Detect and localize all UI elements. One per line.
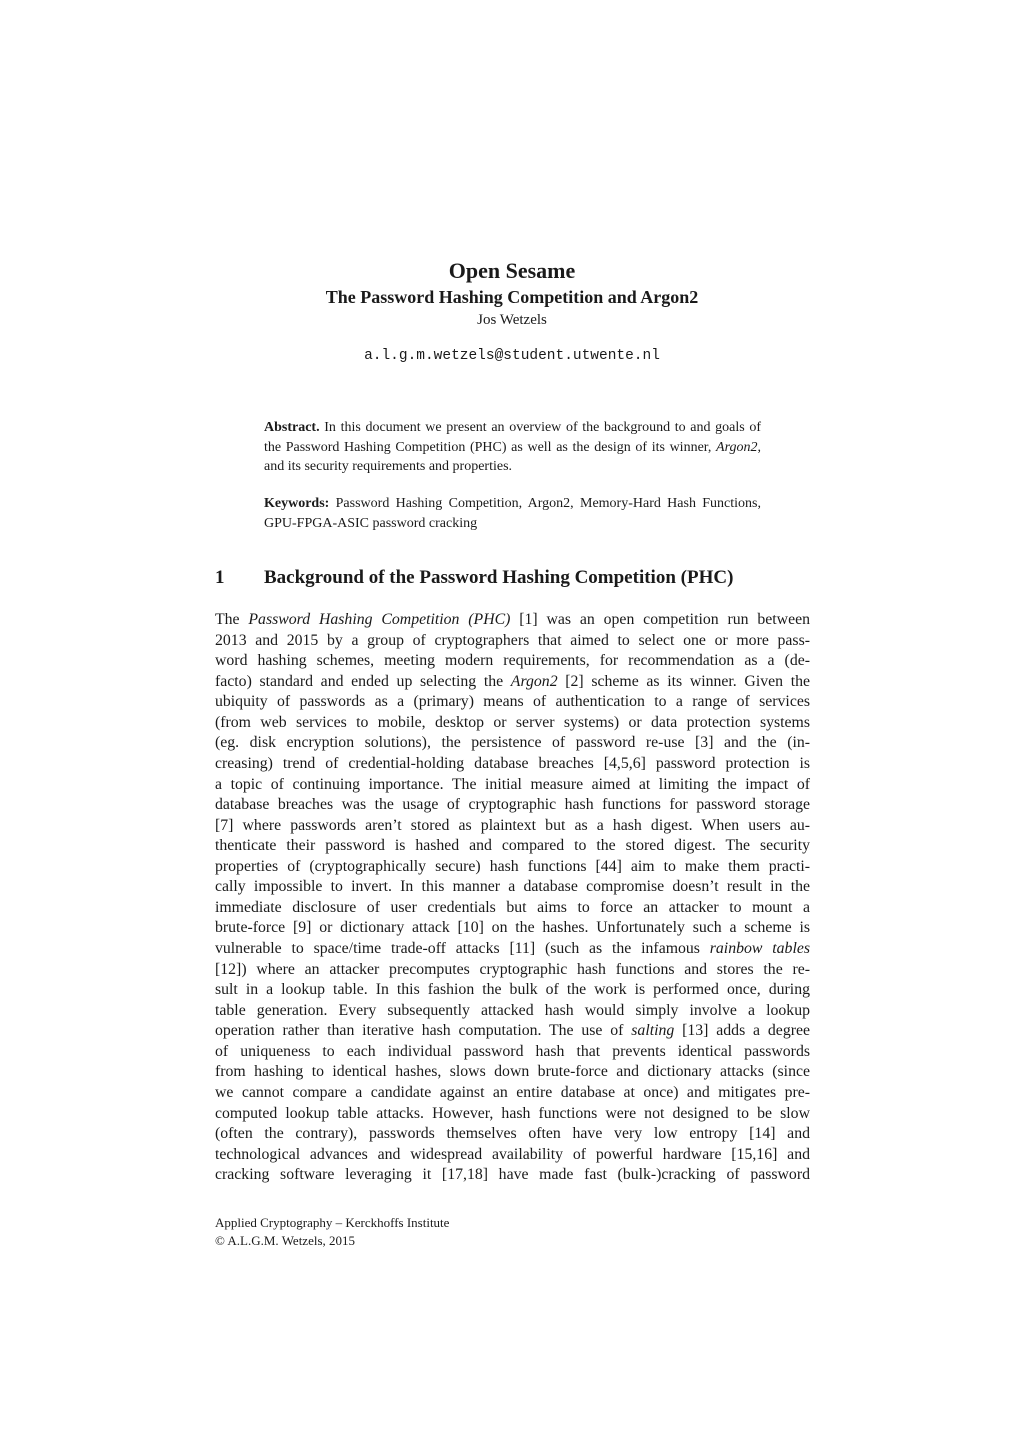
body-line: thenticate their password is hashed and compared to the stored digest. The security	[215, 837, 810, 855]
body-line	[215, 672, 810, 693]
body-line: word hashing schemes, meeting modern requirements, for recommendation as a (de-	[215, 652, 810, 670]
body-line-italic: rainbow tables	[709, 940, 810, 957]
section-number: 1	[215, 567, 225, 588]
body-line-segment: The	[215, 611, 249, 628]
abstract-text-italic: Argon2	[716, 439, 758, 455]
abstract-text-1: In this document we present an overview of the background to and goals of the Password Hashing Competition (PHC) as well as the design of its winner,	[264, 420, 761, 455]
body-line: database breaches was the usage of cryptographic hash functions for password storage	[215, 796, 810, 814]
body-line: creasing) trend of credential-holding database breaches [4,5,6] password protection is	[215, 754, 810, 772]
body-line: table generation. Every subsequently attacked hash would simply involve a lookup	[215, 1001, 810, 1019]
body-line: computed lookup table attacks. However, hash functions were not designed to be slow	[215, 1104, 810, 1122]
author-email: a.l.g.m.wetzels@student.utwente.nl	[364, 348, 660, 364]
paper-subtitle: The Password Hashing Competition and Argon2	[325, 287, 699, 307]
body-line: properties of (cryptographically secure) hash functions [44] aim to make them practi-	[215, 857, 810, 875]
body-line: cracking software leveraging it [17,18] have made fast (bulk-)cracking of password	[215, 1166, 810, 1184]
body-line: we cannot compare a candidate against an entire database at once) and mitigates pre-	[215, 1083, 810, 1101]
footer-copyright: © A.L.G.M. Wetzels, 2015	[215, 1233, 356, 1248]
author-name: Jos Wetzels	[477, 312, 547, 328]
body-line-segment: [13] adds a degree	[674, 1022, 810, 1040]
body-paragraph	[215, 610, 810, 1186]
body-line: (often the contrary), passwords themselves often have very low entropy [14] and	[215, 1125, 810, 1143]
body-line: [7] where passwords aren’t stored as plaintext but as a hash digest. When users au-	[215, 816, 810, 834]
body-line-italic: Argon2	[510, 672, 558, 690]
body-line-italic: Password Hashing Competition (PHC)	[248, 611, 511, 628]
body-line: technological advances and widespread availability of powerful hardware [15,16] and	[215, 1145, 810, 1163]
paper-title: Open Sesame	[448, 258, 576, 283]
body-line-segment: [1] was an open competition run between	[510, 611, 810, 628]
abstract	[264, 418, 761, 477]
abstract-text-2: , and its security requirements and properties.	[264, 439, 761, 474]
body-line-italic: salting	[631, 1022, 675, 1040]
body-line: a topic of continuing importance. The initial measure aimed at limiting the impact of	[215, 775, 810, 793]
body-line: sult in a lookup table. In this fashion the bulk of the work is performed once, during	[215, 981, 810, 999]
keywords-label: Keywords:	[264, 496, 330, 511]
keywords	[264, 494, 761, 533]
body-line-segment: [2] scheme as its winner. Given the	[557, 672, 810, 690]
section-title: Background of the Password Hashing Competition (PHC)	[264, 567, 734, 588]
abstract-label: Abstract.	[264, 420, 320, 435]
page-footer	[215, 1214, 449, 1250]
body-line-segment: vulnerable to space/time trade-off attacks [11] (such as the infamous	[215, 940, 710, 957]
body-line: brute-force [9] or dictionary attack [10] on the hashes. Unfortunately such a scheme is	[215, 919, 810, 937]
body-line: (eg. disk encryption solutions), the persistence of password re-use [3] and the (in-	[215, 734, 810, 752]
keywords-text: Password Hashing Competition, Argon2, Memory-Hard Hash Functions, GPU-FPGA-ASIC password cracking	[264, 496, 761, 531]
body-line: of uniqueness to each individual password hash that prevents identical passwords	[215, 1042, 810, 1060]
body-line: ubiquity of passwords as a (primary) means of authentication to a range of services	[215, 693, 810, 711]
body-line: (from web services to mobile, desktop or server systems) or data protection systems	[215, 713, 810, 731]
body-line: immediate disclosure of user credentials but aims to force an attacker to mount a	[215, 898, 810, 916]
body-line: cally impossible to invert. In this manner a database compromise doesn’t result in the	[215, 878, 810, 896]
body-line	[215, 939, 810, 960]
body-line: 2013 and 2015 by a group of cryptographers that aimed to select one or more pass-	[215, 631, 810, 649]
body-line	[215, 1021, 810, 1042]
body-line	[215, 610, 810, 631]
body-line: [12]) where an attacker precomputes cryptographic hash functions and stores the re-	[215, 960, 810, 978]
section-heading	[215, 566, 733, 590]
footer-affiliation: Applied Cryptography – Kerckhoffs Institute	[215, 1215, 450, 1230]
body-line: from hashing to identical hashes, slows down brute-force and dictionary attacks (since	[215, 1063, 810, 1081]
body-line-segment: facto) standard and ended up selecting the	[215, 672, 511, 690]
body-line-segment: operation rather than iterative hash computation. The use of	[215, 1022, 632, 1040]
